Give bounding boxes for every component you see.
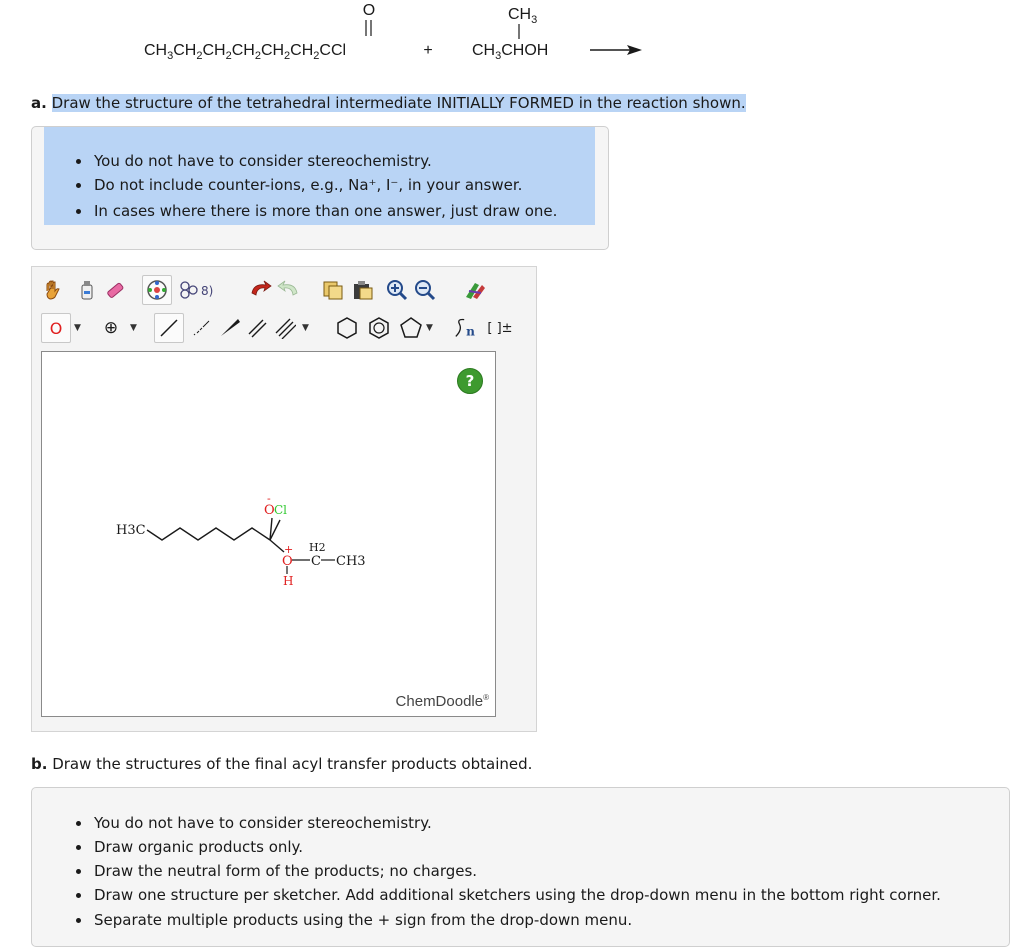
list-item: You do not have to consider stereochemistry. — [72, 151, 557, 175]
eraser-icon[interactable] — [102, 277, 128, 303]
list-item: Draw the neutral form of the products; no charges. — [72, 861, 941, 885]
part-a-question — [31, 93, 746, 113]
bracket-label: [ ]± — [487, 320, 513, 336]
part-a-label: a. — [31, 94, 47, 112]
zoom-in-icon[interactable] — [384, 277, 410, 303]
atom-selector-label: O — [49, 318, 63, 338]
terminal-methyl: CH3 — [336, 554, 366, 569]
chevron-down-icon[interactable]: ▼ — [130, 323, 137, 333]
acid-chloride-formula — [144, 42, 346, 62]
alkoxide-oxygen: O — [264, 503, 275, 518]
part-b-label: b. — [31, 755, 48, 773]
atom-template-icon[interactable] — [176, 277, 218, 303]
part-b-instructions-box — [31, 787, 1010, 947]
list-item: In cases where there is more than one answer, just draw one. — [72, 201, 557, 225]
cyclohexane-icon[interactable] — [334, 315, 360, 341]
chevron-down-icon[interactable]: ▼ — [426, 323, 433, 333]
copy-icon[interactable] — [320, 277, 346, 303]
tetrahedral-intermediate-structure — [42, 352, 497, 718]
list-item: Draw one structure per sketcher. Add additional sketchers using the drop-down menu in the bottom right corner. — [72, 885, 941, 910]
plus-sign: + — [423, 42, 433, 59]
double-bond-icon[interactable] — [244, 315, 270, 341]
list-item: You do not have to consider stereochemistry. — [72, 813, 941, 837]
single-bond-button[interactable] — [154, 313, 184, 343]
svg-text:8): 8) — [201, 284, 214, 298]
alcohol-formula — [472, 42, 548, 62]
benzene-icon[interactable] — [366, 315, 392, 341]
chlorine-label: Cl — [274, 503, 288, 517]
bracket-charge-button[interactable] — [484, 315, 516, 341]
oxonium-hydrogen: H — [283, 574, 294, 588]
charge-label: ⊕ — [103, 318, 119, 338]
methylene-h2: H2 — [309, 541, 326, 554]
carbonyl-oxygen: O — [362, 2, 376, 19]
ring-template-icon[interactable] — [142, 275, 172, 305]
part-b-question — [31, 754, 532, 774]
atom-selector-button[interactable] — [41, 313, 71, 343]
zoom-out-icon[interactable] — [412, 277, 438, 303]
chevron-down-icon[interactable]: ▼ — [302, 323, 309, 333]
hashed-bond-icon[interactable] — [188, 315, 214, 341]
svg-text:CH3CHOH: $CH_3CHOH$ — [472, 42, 549, 62]
oxonium-oxygen: O — [282, 554, 293, 569]
list-item: Draw organic products only. — [72, 837, 941, 861]
eraser-bottle-icon[interactable] — [74, 277, 100, 303]
clean-icon[interactable] — [462, 277, 488, 303]
hand-icon[interactable] — [40, 277, 66, 303]
part-a-instructions-box — [31, 126, 609, 250]
triple-bond-icon[interactable] — [272, 315, 298, 341]
charge-button[interactable] — [98, 315, 124, 341]
brand-text: ChemDoodle — [395, 693, 484, 710]
chemdoodle-brand — [396, 693, 489, 710]
paste-icon[interactable] — [350, 277, 376, 303]
undo-icon[interactable] — [247, 277, 273, 303]
drawing-canvas[interactable] — [41, 351, 496, 717]
part-a-text: Draw the structure of the tetrahedral intermediate INITIALLY FORMED in the reaction shown. — [51, 94, 746, 112]
list-item: Do not include counter-ions, e.g., Na⁺, I⁻, in your answer. — [72, 175, 557, 201]
methyl-label: H3C — [116, 523, 146, 538]
alkoxide-charge: - — [267, 492, 271, 505]
repeat-unit-icon[interactable] — [452, 315, 482, 341]
redo-icon[interactable] — [276, 277, 302, 303]
methylene-carbon: C — [311, 554, 321, 569]
brand-mark: ® — [483, 693, 489, 702]
part-b-text: Draw the structures of the final acyl transfer products obtained. — [52, 755, 533, 773]
svg-text:n: n — [466, 324, 475, 339]
reaction-arrow — [590, 45, 642, 55]
svg-text:CH3: $CH_3$ — [508, 6, 538, 26]
oxonium-charge: + — [284, 543, 294, 556]
list-item: Separate multiple products using the + sign from the drop-down menu. — [72, 910, 941, 934]
part-a-instructions — [72, 151, 557, 225]
svg-text:CH3CH2CH2CH2CH2CH2CCl: $CH_3CH_2CH_2CH_2CH_2CH_2CCl$ — [144, 42, 347, 62]
chevron-down-icon[interactable]: ▼ — [74, 323, 81, 333]
help-label: ? — [465, 372, 475, 390]
part-b-instructions — [72, 813, 941, 934]
chemdoodle-sketcher — [31, 266, 537, 732]
wedge-bond-icon[interactable] — [216, 315, 242, 341]
cyclopentane-icon[interactable] — [398, 315, 424, 341]
reaction-equation — [0, 0, 1024, 80]
alcohol-branch-methyl — [508, 6, 537, 26]
